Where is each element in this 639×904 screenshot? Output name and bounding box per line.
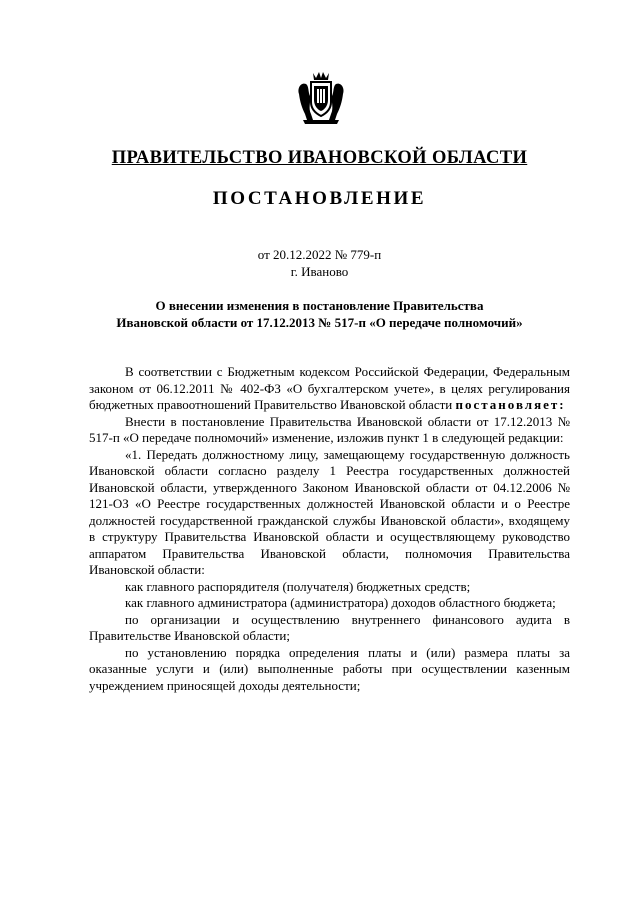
- paragraph-fee-procedure: по установлению порядка определения платы и (или) размера платы за оказанные услуги и (или) выполненные работы при осуществлении казенным учреждением приносящей доходы деятельности;: [89, 644, 570, 693]
- subject-line-2: Ивановской области от 17.12.2013 № 517-п «О передаче полномочий»: [116, 315, 523, 330]
- paragraph-preamble: [89, 364, 570, 414]
- paragraph-revenue-administrator: как главного администратора (администратора) доходов областного бюджета;: [125, 595, 556, 610]
- document-city: г. Иваново: [290, 264, 349, 279]
- document-date-number: от 20.12.2022 № 779-п: [257, 247, 382, 262]
- paragraph-budget-distributor: как главного распорядителя (получателя) бюджетных средств;: [125, 578, 471, 594]
- organization-title: ПРАВИТЕЛЬСТВО ИВАНОВСКОЙ ОБЛАСТИ: [111, 148, 528, 168]
- document-type-heading: ПОСТАНОВЛЕНИЕ: [212, 188, 427, 209]
- paragraph-amendment: Внести в постановление Правительства Ивановской области от 17.12.2013 № 517-п «О передаче полномочий» изменение, изложив пункт 1 в следующей редакции:: [89, 413, 570, 445]
- paragraph-internal-audit: по организации и осуществлению внутреннего финансового аудита в Правительстве Ивановской области;: [89, 611, 570, 643]
- document-body: [89, 364, 570, 694]
- paragraph-item-1: «1. Передать должностному лицу, замещающему государственную должность Ивановской области согласно разделу 1 Реестра государственных должностей Ивановской области, утвержденного Законом Ивановской области от 04.12.2006 № 121-ОЗ «О Реестре государственных должностей Ивановской области и о Реестре должностей государственной гражданской службы Ивановской области», входящему в структуру Правительства Ивановской области и осуществляющему руководство аппаратом Правительства Ивановской области, полномочия Правительства Ивановской области:: [89, 446, 570, 577]
- preamble-text: В соответствии с Бюджетным кодексом Российской Федерации, Федеральным законом от 06.12.2011 № 402-ФЗ «О бухгалтерском учете», в целях регулирования бюджетных правоотношений Правительство Ивановской области: [89, 364, 570, 412]
- coat-of-arms-emblem: [296, 70, 346, 124]
- resolves-keyword: постановляет:: [455, 397, 566, 412]
- subject-line-1: О внесении изменения в постановление Правительства: [155, 298, 484, 313]
- document-subject: [0, 297, 639, 331]
